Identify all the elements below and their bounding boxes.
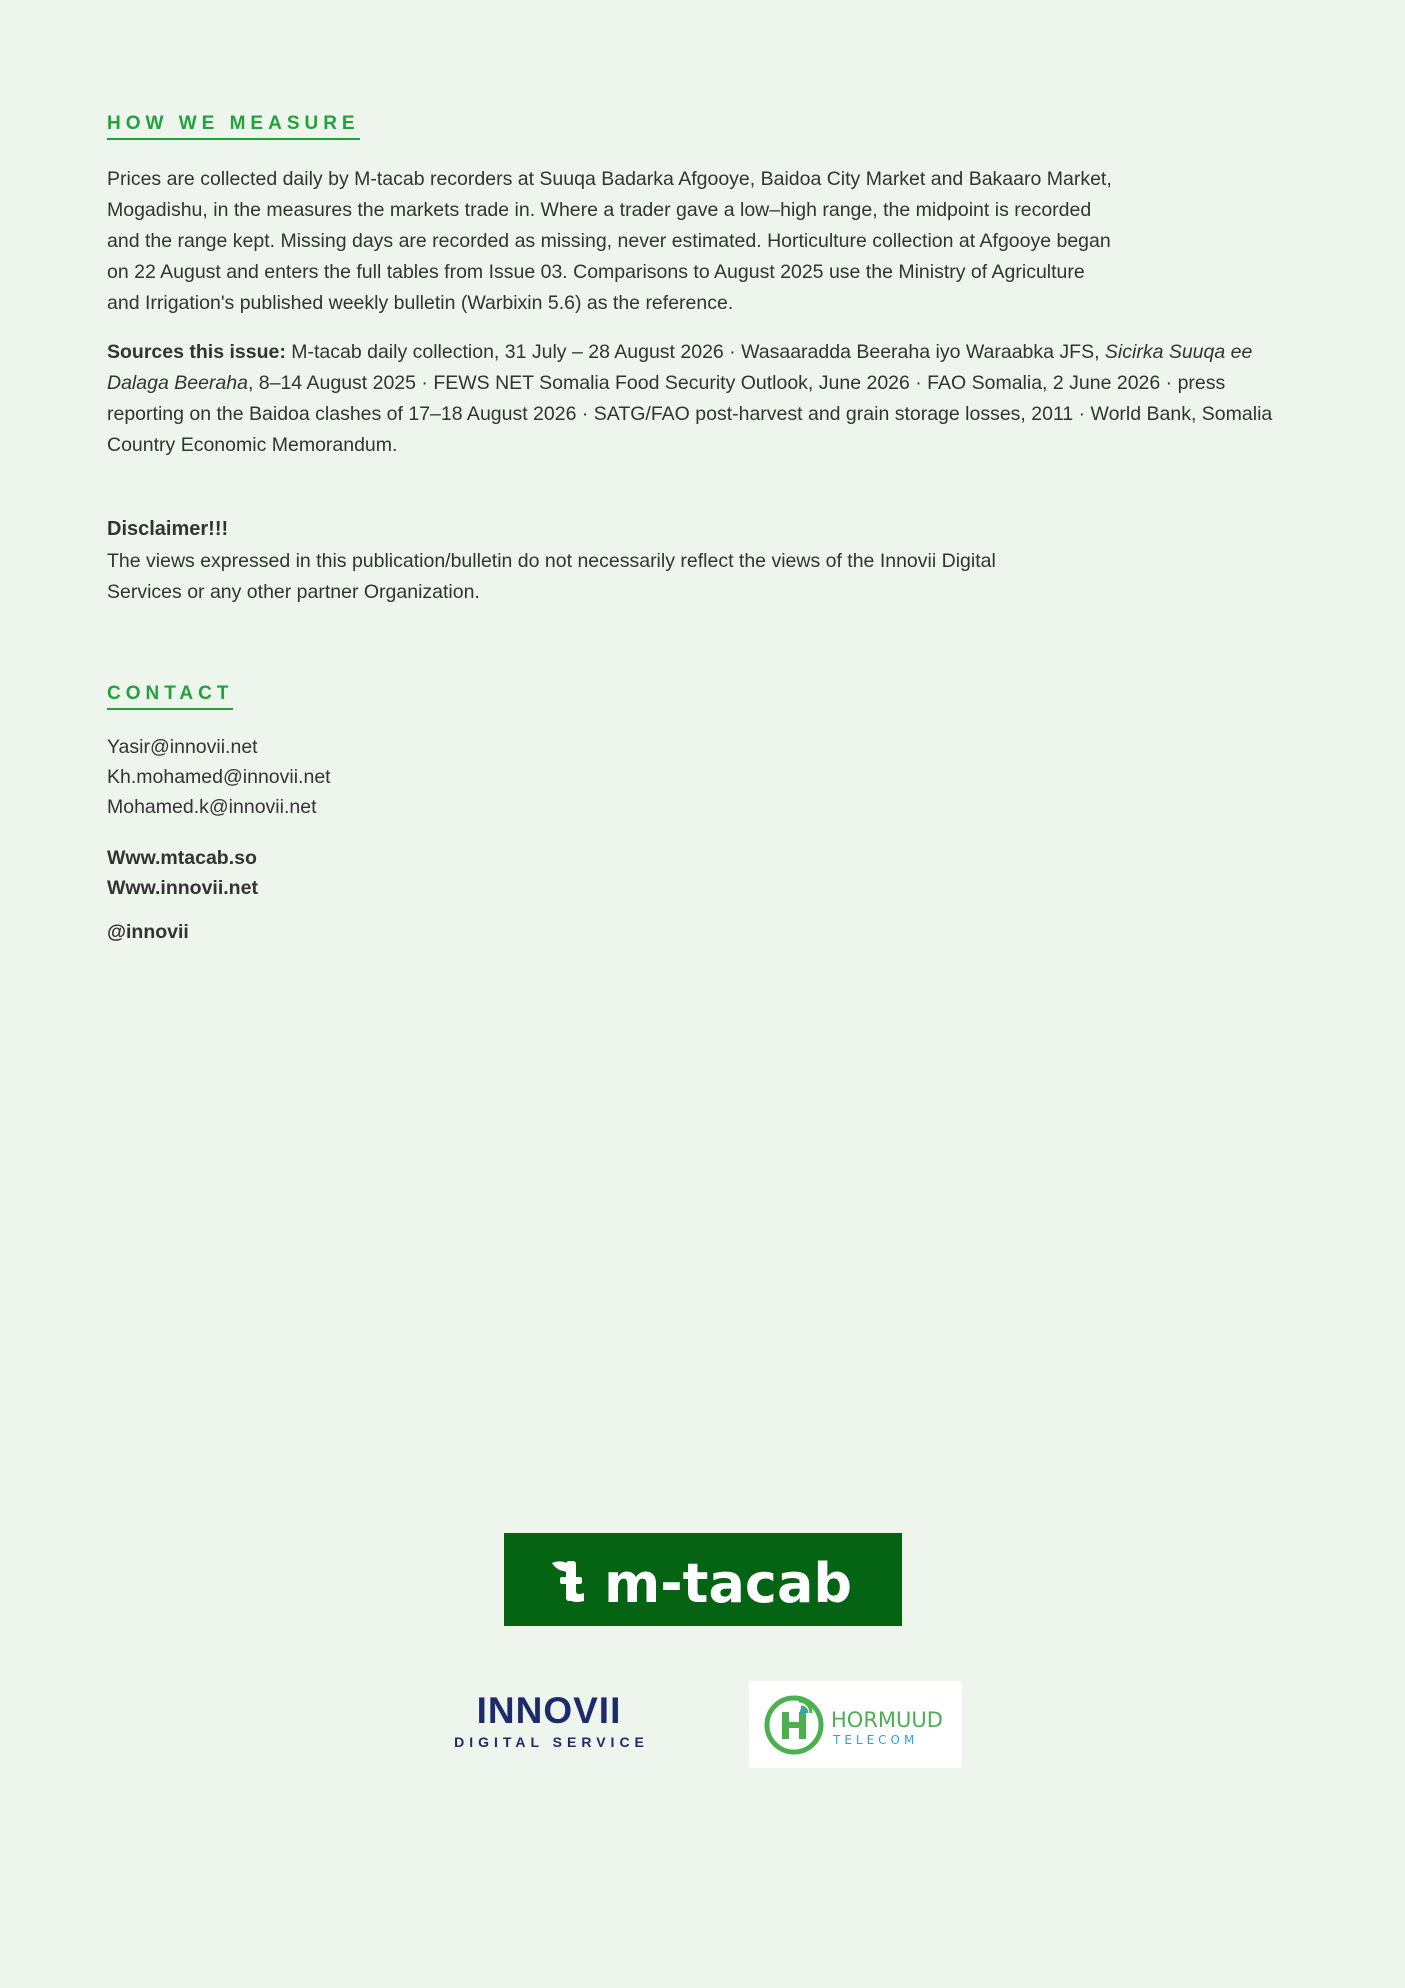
social-handle[interactable]: @innovii [107,921,189,943]
sources-label: Sources this issue: [107,341,286,363]
methodology-paragraph: Prices are collected daily by M-tacab recorders at Suuqa Badarka Afgooye, Baidoa City Market and Bakaaro Market, Mogadishu, in the measures the markets trade in. Where a trader gave a low–high range, the midpoint is recorded and the range kept. Missing days are recorded as missing, never estimated. Horticulture collection at Afgooye began on 22 August and enters the full tables from Issue 03. Comparisons to August 2025 use the Ministry of Agriculture and Irrigation's published weekly bulletin (Warbixin 5.6) as the reference. [107,168,1112,314]
email-link[interactable]: Kh.mohamed@innovii.net [107,766,331,788]
sources-part-1: M-tacab daily collection, 31 July – 28 August 2026 · Wasaaradda Beeraha iyo Waraabka JFS, [285,341,1105,363]
sources-italic-title: Sicirka Suuqa ee Dalaga Beeraha [107,341,1253,394]
website-link[interactable]: Www.innovii.net [107,877,258,899]
sources-paragraph [107,337,1307,461]
innovii-logo [420,1690,678,1750]
disclaimer-text: The views expressed in this publication/bulletin do not necessarily reflect the views of the Innovii Digital Services or any other partner Organization. [107,550,996,603]
mtacab-wordmark: m-tacab [604,1552,853,1615]
innovii-subtitle: DIGITAL SERVICE [454,1734,649,1750]
hormuud-subtitle: TELECOM [833,1733,919,1747]
disclaimer-heading: Disclaimer!!! [107,518,229,540]
sources-part-2: , 8–14 August 2025 · FEWS NET Somalia Food Security Outlook, June 2026 · FAO Somalia, 2 June 2026 · press reporting on the Baidoa clashes of 17–18 August 2026 · SATG/FAO post-harvest and grain storage losses, 2011 · World Bank, Somalia Country Economic Memorandum. [107,372,1273,456]
contact-heading: CONTACT [107,683,233,710]
contact-websites [107,843,258,903]
email-link[interactable]: Mohamed.k@innovii.net [107,796,317,818]
mtacab-logo [504,1533,902,1626]
contact-emails [107,732,331,822]
how-we-measure-heading: HOW WE MEASURE [107,113,360,140]
website-link[interactable]: Www.mtacab.so [107,847,257,869]
innovii-name: INNOVII [476,1690,622,1731]
hormuud-logo [749,1681,962,1768]
email-link[interactable]: Yasir@innovii.net [107,736,258,758]
hormuud-name: HORMUUD [831,1708,943,1732]
